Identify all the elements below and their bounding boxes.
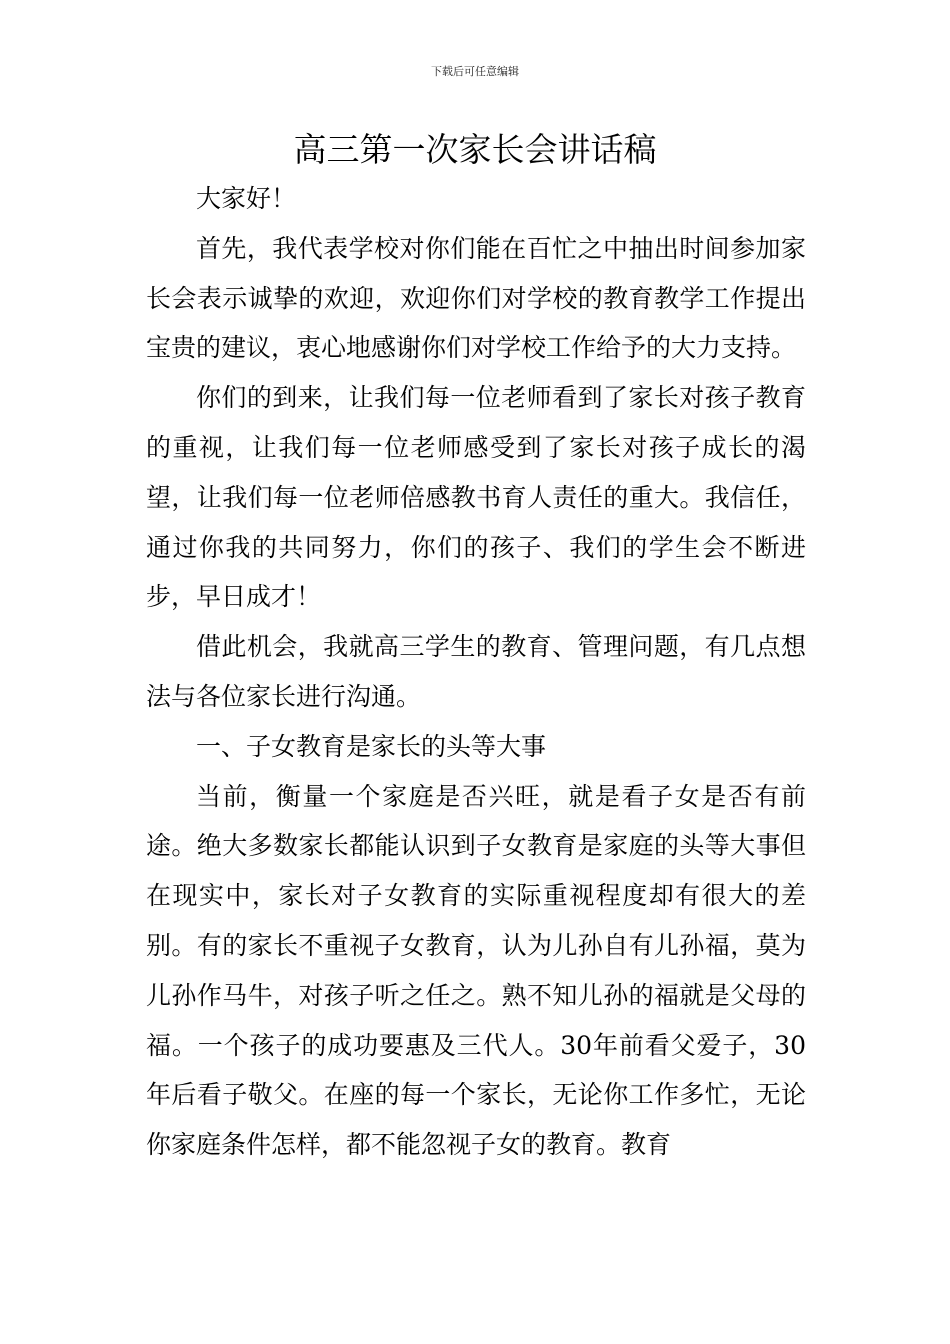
document-title: 高三第一次家长会讲话稿 [293,130,657,169]
paragraph-greeting: 大家好！ [196,184,297,213]
paragraph-introduction: 借此机会，我就高三学生的教育、管理问题，有几点想法与各位家长进行沟通。 [146,632,806,711]
section-heading-1: 一、子女教育是家长的头等大事 [196,731,547,761]
document-body [146,174,806,1170]
header-note: 下载后可任意编辑 [431,65,519,78]
paragraph-section-1: 当前，衡量一个家庭是否兴旺，就是看子女是否有前途。绝大多数家长都能认识到子女教育是家庭的头等大事但在现实中，家长对子女教育的实际重视程度却有很大的差别。有的家长不重视子女教育，认为儿孙自有儿孙福，莫为儿孙作马牛，对孩子听之任之。熟不知儿孙的福就是父母的福。一个孩子的成功要惠及三代人。30年前看父爱子，30年后看子敬父。在座的每一个家长，无论你工作多忙，无论你家庭条件怎样，都不能忽视子女的教育。教育 [146,781,806,1160]
paragraph-appreciation: 你们的到来，让我们每一位老师看到了家长对孩子教育的重视，让我们每一位老师感受到了家长对孩子成长的渴望，让我们每一位老师倍感教书育人责任的重大。我信任，通过你我的共同努力，你们的孩子、我们的学生会不断进步，早日成才！ [146,383,806,612]
paragraph-welcome: 首先，我代表学校对你们能在百忙之中抽出时间参加家长会表示诚挚的欢迎，欢迎你们对学校的教育教学工作提出宝贵的建议，衷心地感谢你们对学校工作给予的大力支持。 [146,233,806,363]
